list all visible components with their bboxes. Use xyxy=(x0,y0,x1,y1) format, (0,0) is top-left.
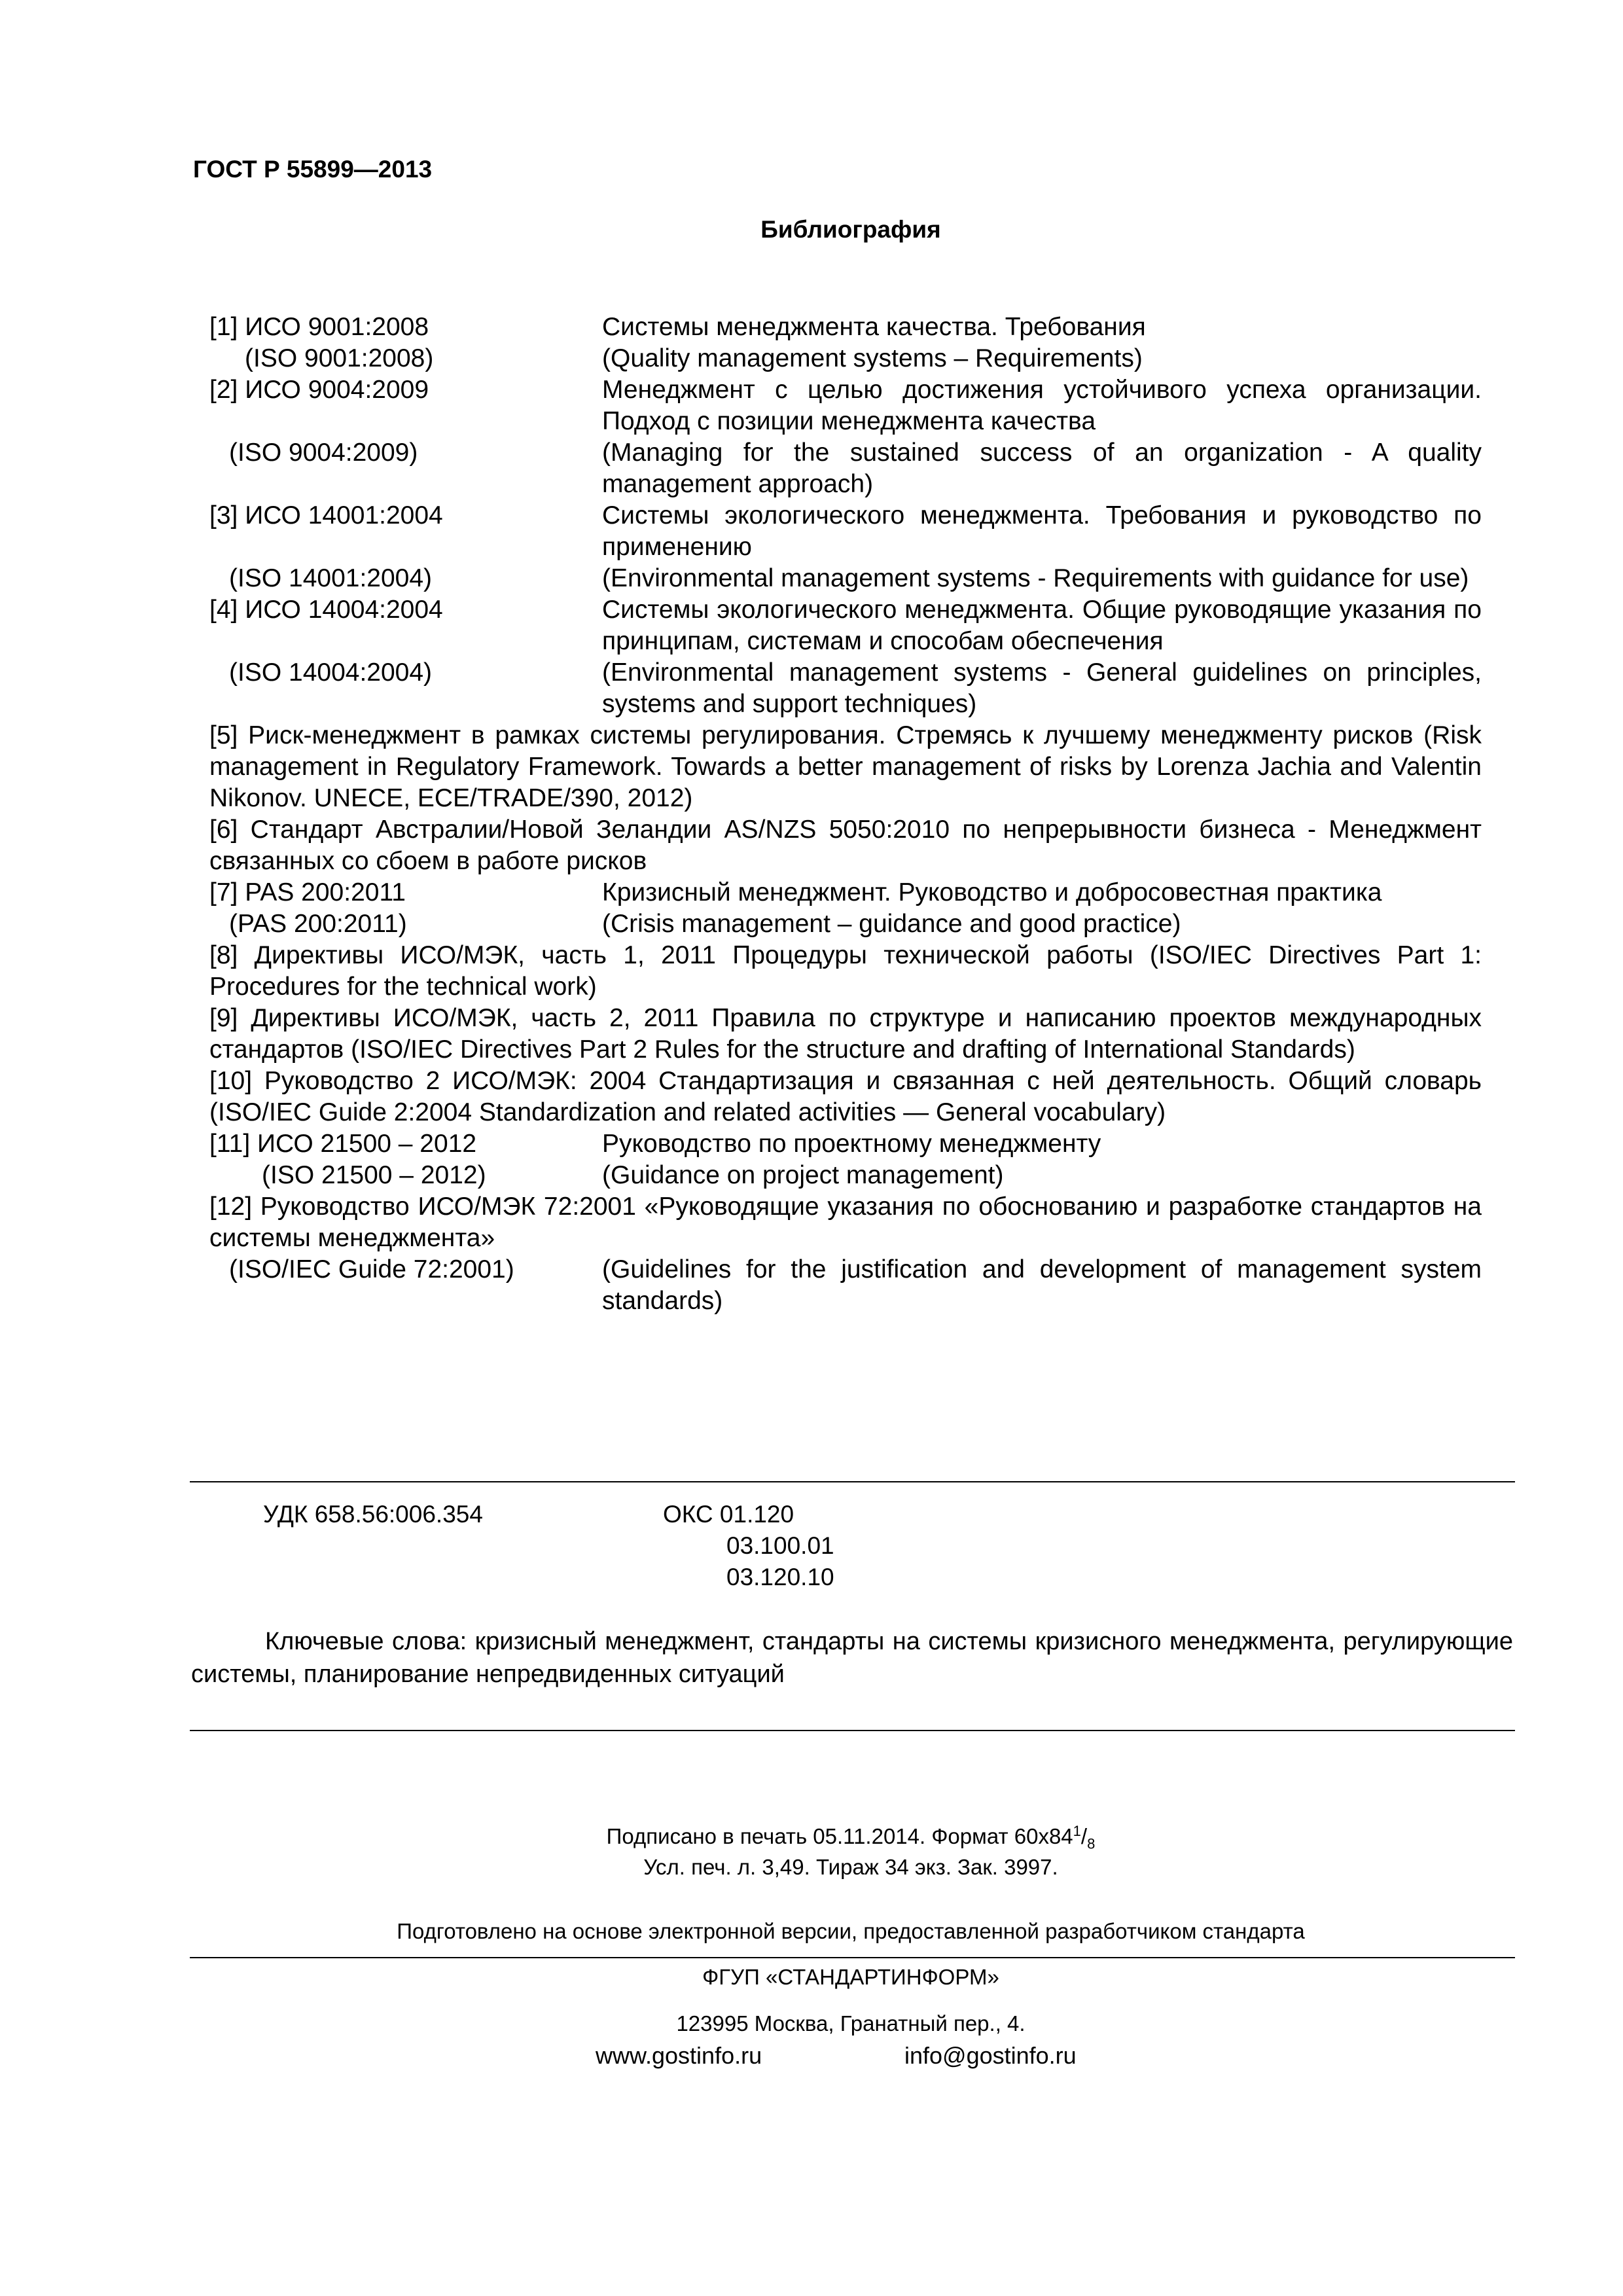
email-link[interactable]: info@gostinfo.ru xyxy=(904,2042,1077,2069)
bib-desc: Системы менеджмента качества. Требования xyxy=(602,313,1146,341)
bib-entry xyxy=(209,1254,1482,1317)
bib-entry xyxy=(209,657,1482,720)
bib-ref: (ISO/IEC Guide 72:2001) xyxy=(229,1255,514,1283)
bib-entry xyxy=(209,374,1482,437)
oks-label: ОКС 01.120 xyxy=(663,1501,794,1528)
bib-ref: [1] ИСО 9001:2008 xyxy=(209,313,429,341)
bib-ref: (ISO 14004:2004) xyxy=(229,658,433,687)
bib-entry xyxy=(209,437,1482,500)
format-numerator: 1 xyxy=(1073,1823,1081,1839)
bib-ref: (ISO 9001:2008) xyxy=(245,344,434,372)
print-info: Подписано в печать 05.11.2014. Формат $60x84^1/_8$ xyxy=(606,1823,1096,1852)
bib-ref: (ISO 14001:2004) xyxy=(229,564,433,592)
divider-top xyxy=(190,1481,1515,1482)
bib-desc: (Managing for the sustained success of an organization - A quality management approach) xyxy=(602,439,1482,498)
bib-ref: (ISO 21500 – 2012) xyxy=(262,1161,486,1189)
bib-entry-full: [6] Стандарт Австралии/Новой Зеландии AS/NZS 5050:2010 по непрерывности бизнеса - Менеджмент связанных со сбоем в работе рисков xyxy=(209,816,1482,875)
bib-desc: (Crisis management – guidance and good practice) xyxy=(602,910,1181,938)
bib-desc: Системы экологического менеджмента. Общие руководящие указания по принципам, системам и способам обеспечения xyxy=(602,596,1482,655)
publisher-address: 123995 Москва, Гранатный пер., 4. xyxy=(676,2011,1026,2036)
bibliography-list xyxy=(209,312,1482,1317)
print-details: Усл. печ. л. 3,49. Тираж 34 экз. Зак. 3997. xyxy=(643,1855,1058,1879)
prepared-note: Подготовлено на основе электронной версии, предоставленной разработчиком стандарта xyxy=(397,1919,1305,1943)
publisher: ФГУП «СТАНДАРТИНФОРМ» xyxy=(702,1965,999,1989)
bib-ref: [3] ИСО 14001:2004 xyxy=(209,501,443,529)
bib-ref: (PAS 200:2011) xyxy=(229,910,407,938)
bib-desc: Системы экологического менеджмента. Требования и руководство по применению xyxy=(602,501,1482,561)
bib-desc: Руководство по проектному менеджменту xyxy=(602,1130,1101,1158)
divider-bottom xyxy=(190,1957,1515,1958)
bib-ref: [7] PAS 200:2011 xyxy=(209,878,406,906)
bib-desc: (Quality management systems – Requirements) xyxy=(602,344,1143,372)
bib-entry xyxy=(209,563,1482,594)
bib-entry-full: [8] Директивы ИСО/МЭК, часть 1, 2011 Процедуры технической работы (ISO/IEC Directives Part 1: Procedures for the technical work) xyxy=(209,941,1482,1001)
bib-desc: (Environmental management systems - General guidelines on principles, systems and support techniques) xyxy=(602,658,1482,718)
bib-ref: [11] ИСО 21500 – 2012 xyxy=(209,1130,477,1158)
oks-code: 03.120.10 xyxy=(726,1564,834,1590)
bib-entry xyxy=(209,312,1482,343)
website-link[interactable]: www.gostinfo.ru xyxy=(596,2042,762,2069)
bib-desc: Менеджмент с целью достижения устойчивого успеха организации. Подход с позиции менеджмента качества xyxy=(602,376,1482,435)
bib-ref: (ISO 9004:2009) xyxy=(229,439,418,467)
bib-entry xyxy=(209,908,1482,940)
bib-entry xyxy=(209,1160,1482,1191)
bib-desc: (Guidelines for the justification and development of management system standards) xyxy=(602,1255,1482,1315)
bib-ref: [2] ИСО 9004:2009 xyxy=(209,376,429,404)
bib-entry xyxy=(209,500,1482,563)
bib-ref: [4] ИСО 14004:2004 xyxy=(209,596,443,624)
bib-entry xyxy=(209,343,1482,374)
bib-entry-full: [10] Руководство 2 ИСО/МЭК: 2004 Стандартизация и связанная с ней деятельность. Общий словарь (ISO/IEC Guide 2:2004 Standardization and related activities — General vocabulary) xyxy=(209,1067,1482,1126)
bibliography-title: Библиография xyxy=(760,216,941,243)
divider-middle xyxy=(190,1730,1515,1731)
print-signed: Подписано в печать 05.11.2014. Формат 60x84 xyxy=(606,1824,1073,1848)
bib-entry-full: [5] Риск-менеджмент в рамках системы регулирования. Стремясь к лучшему менеджменту рисков (Risk management in Regulatory Framework. Towards a better management of risks by Lorenza Jachia and Valentin Nikonov. UNECE, ECE/TRADE/390, 2012) xyxy=(209,721,1482,812)
format-denominator: 8 xyxy=(1087,1835,1096,1852)
keywords: Ключевые слова: кризисный менеджмент, стандарты на системы кризисного менеджмента, регулирующие системы, планирование непредвиденных ситуаций xyxy=(191,1628,1513,1688)
bib-entry xyxy=(209,1128,1482,1160)
bib-desc: (Guidance on project management) xyxy=(602,1161,1004,1189)
bib-entry-full: [12] Руководство ИСО/МЭК 72:2001 «Руководящие указания по обоснованию и разработке стандартов на системы менеджмента» xyxy=(209,1193,1482,1252)
document-id: ГОСТ Р 55899—2013 xyxy=(193,156,433,183)
bib-entry xyxy=(209,594,1482,657)
bib-entry-full: [9] Директивы ИСО/МЭК, часть 2, 2011 Правила по структуре и написанию проектов международных стандартов (ISO/IEC Directives Part 2 Rules for the structure and drafting of International Standards) xyxy=(209,1004,1482,1064)
udc-code: УДК 658.56:006.354 xyxy=(263,1501,483,1528)
bib-desc: (Environmental management systems - Requirements with guidance for use) xyxy=(602,564,1469,592)
oks-code: 03.100.01 xyxy=(726,1532,834,1559)
bib-entry xyxy=(209,877,1482,908)
bib-desc: Кризисный менеджмент. Руководство и добросовестная практика xyxy=(602,878,1382,906)
